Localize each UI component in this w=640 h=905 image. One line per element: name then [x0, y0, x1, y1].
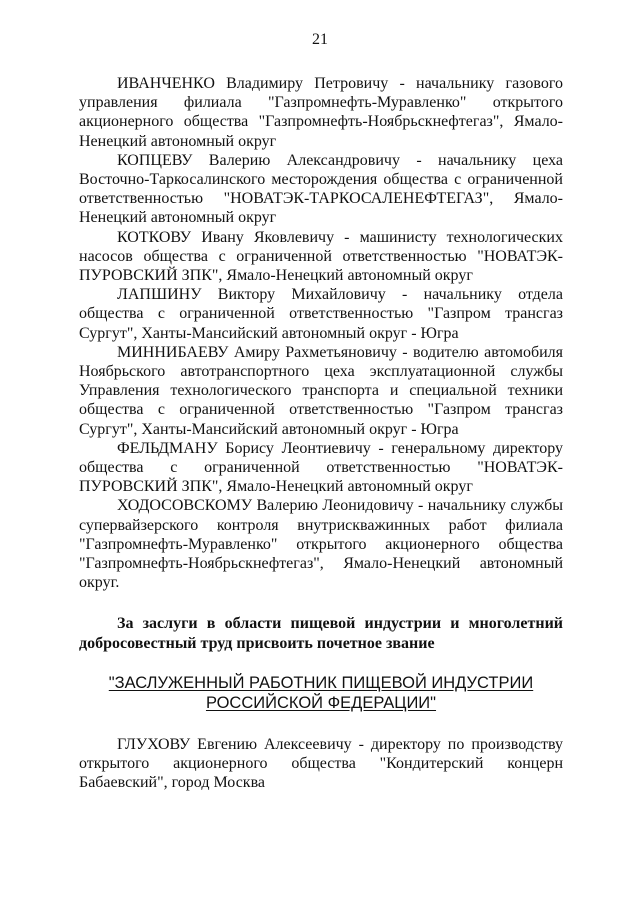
honorary-title-line-2: РОССИЙСКОЙ ФЕДЕРАЦИИ"	[205, 693, 437, 712]
award-entry: ГЛУХОВУ Евгению Алексеевичу - директору по производству открытого акционерного общества "Кондитерский концерн Бабаевский", город Москва	[79, 735, 563, 792]
award-entry: ХОДОСОВСКОМУ Валерию Леонидовичу - начальнику службы супервайзерского контроля внутрискважинных работ филиала "Газпромнефть-Муравленко" открытого акционерного общества "Газпромнефть-Ноябрьскнефтегаз", Ямало-Ненецкий автономный округ.	[79, 497, 563, 592]
honorary-title	[79, 673, 563, 713]
section-intro: За заслуги в области пищевой индустрии и многолетний добросовестный труд присвоить почетное звание	[79, 615, 563, 652]
award-entry: МИННИБАЕВУ Амиру Рахметьяновичу - водителю автомобиля Ноябрьского автотранспортного цеха эксплуатационной службы Управления технологического транспорта и специальной техники общества с ограниченной ответственностью "Газпром трансгаз Сургут", Ханты-Мансийский автономный округ - Югра	[79, 343, 563, 438]
honorary-title-line-1: "ЗАСЛУЖЕННЫЙ РАБОТНИК ПИЩЕВОЙ ИНДУСТРИИ	[108, 673, 534, 692]
award-entry: КОПЦЕВУ Валерию Александровичу - начальнику цеха Восточно-Таркосалинского месторождения общества с ограниченной ответственностью "НОВАТЭК-ТАРКОСАЛЕНЕФТЕГАЗ", Ямало-Ненецкий автономный округ	[79, 151, 563, 227]
page-number: 21	[312, 31, 328, 48]
document-body	[79, 74, 563, 793]
award-entry: ЛАПШИНУ Виктору Михайловичу - начальнику отдела общества с ограниченной ответственностью "Газпром трансгаз Сургут", Ханты-Мансийский автономный округ - Югра	[79, 286, 563, 342]
award-entry: ФЕЛЬДМАНУ Борису Леонтиевичу - генеральному директору общества с ограниченной ответственностью "НОВАТЭК-ПУРОВСКИЙ ЗПК", Ямало-Ненецкий автономный округ	[79, 439, 563, 496]
award-entry: КОТКОВУ Ивану Яковлевичу - машинисту технологических насосов общества с ограниченной ответственностью "НОВАТЭК-ПУРОВСКИЙ ЗПК", Ямало-Ненецкий автономный округ	[79, 228, 563, 285]
award-entry: ИВАНЧЕНКО Владимиру Петровичу - начальнику газового управления филиала "Газпромнефть-Муравленко" открытого акционерного общества "Газпромнефть-Ноябрьскнефтегаз", Ямало-Ненецкий автономный округ	[79, 75, 563, 150]
